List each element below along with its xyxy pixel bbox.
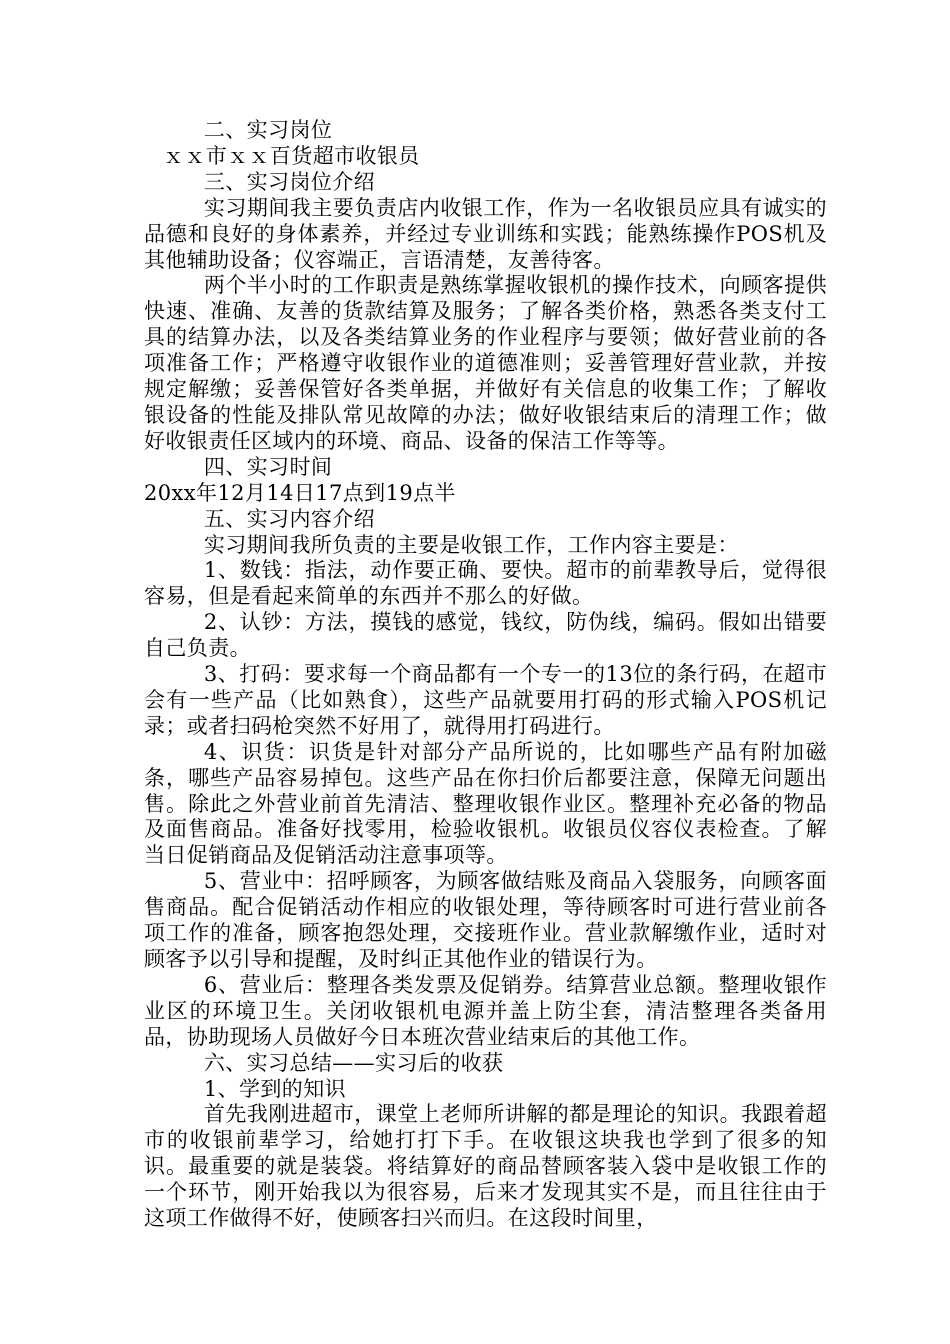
post-title: ｘｘ市ｘｘ百货超市收银员 [162,143,420,168]
paragraph-content-intro: 实习期间我所负责的主要是收银工作，工作内容主要是： [203,532,739,557]
list-item-after-business: 6、营业后：整理各类发票及促销券。结算营业总额。整理收银作业区的环境卫生。关闭收银机电源并盖上防尘套，清洁整理各类备用品，协助现场人员做好今日本班次营业结束后的其他工作。 [144,972,827,1049]
list-item-barcode: 3、打码：要求每一个商品都有一个专一的13位的条行码，在超市会有一些产品（比如熟食），这些产品就要用打码的形式输入POS机记录；或者扫码枪突然不好用了，就得用打码进行。 [144,662,827,738]
section-heading-post-intro: 三、实习岗位介绍 [203,169,376,194]
internship-time: 20xx年12月14日17点到19点半 [144,480,456,505]
subsection-heading-knowledge: 1、学到的知识 [203,1076,347,1101]
list-item-during-business: 5、营业中：招呼顾客，为顾客做结账及商品入袋服务，向顾客面售商品。配合促销活动作相应的收银处理，等待顾客时可进行营业前各项工作的准备，顾客抱怨处理，交接班作业。营业款解缴作业，适时对顾客予以引导和提醒，及时纠正其他作业的错误行为。 [144,869,827,971]
section-heading-post: 二、实习岗位 [203,118,333,142]
paragraph-duties: 两个半小时的工作职责是熟练掌握收银机的操作技术，向顾客提供快速、准确、友善的货款结算及服务；了解各类价格，熟悉各类支付工具的结算办法，以及各类结算业务的作业程序与要领；做好营业前的各项准备工作；严格遵守收银作业的道德准则；妥善管理好营业款，并按规定解缴；妥善保管好各类单据，并做好有关信息的收集工作；了解收银设备的性能及排队常见故障的办法；做好收银结束后的清理工作；做好收银责任区域内的环境、商品、设备的保洁工作等等。 [144,273,827,453]
section-heading-content: 五、实习内容介绍 [203,506,376,531]
list-item-banknotes: 2、认钞：方法，摸钱的感觉，钱纹，防伪线，编码。假如出错要自己负责。 [144,610,827,661]
list-item-goods: 4、识货：识货是针对部分产品所说的，比如哪些产品有附加磁条，哪些产品容易掉包。这些产品在你扫价后都要注意，保障无问题出售。除此之外营业前首先清洁、整理收银作业区。整理补充必备的物品及面售商品。准备好找零用，检验收银机。收银员仪容仪表检查。了解当日促销商品及促销活动注意事项等。 [144,739,827,868]
list-item-counting: 1、数钱：指法，动作要正确、要快。超市的前辈教导后，觉得很容易，但是看起来简单的东西并不那么的好做。 [144,558,827,609]
paragraph-knowledge: 首先我刚进超市，课堂上老师所讲解的都是理论的知识。我跟着超市的收银前辈学习，给她打打下手。在收银这块我也学到了很多的知识。最重要的就是装袋。将结算好的商品替顾客装入袋中是收银工作的一个环节，刚开始我以为很容易，后来才发现其实不是，而且往往由于这项工作做得不好，使顾客扫兴而归。在这段时间里， [144,1102,827,1231]
paragraph-duties-intro: 实习期间我主要负责店内收银工作，作为一名收银员应具有诚实的品德和良好的身体素养，并经过专业训练和实践；能熟练操作POS机及其他辅助设备；仪容端正，言语清楚，友善待客。 [144,195,827,272]
document-page [144,118,827,1232]
section-heading-summary: 六、实习总结——实习后的收获 [203,1050,504,1075]
section-heading-time: 四、实习时间 [203,454,333,479]
